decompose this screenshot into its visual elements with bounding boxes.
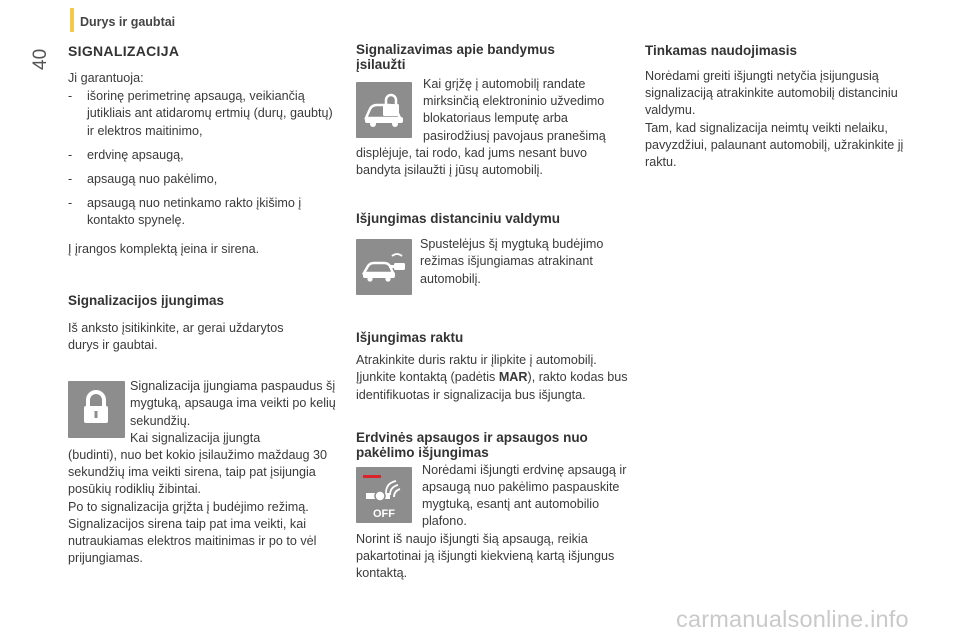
- guarantee-list: [68, 88, 340, 229]
- proper-use-heading: Tinkamas naudojimasis: [645, 43, 798, 58]
- volumetric-block: [356, 462, 628, 582]
- main-title: SIGNALIZACIJA: [68, 43, 180, 59]
- list-item: - išorinę perimetrinę apsaugą, veikiančią jutikliais ant atidaromų ertmių (durų, gaubtų) ir elektros maitinimo,: [68, 89, 333, 138]
- volumetric-text-2: Norint iš naujo išjungti šią apsaugą, reikia pakartotinai ją išjungti kiekvieną kartą išjungus kontaktą.: [356, 531, 615, 581]
- section-title: Durys ir gaubtai: [80, 15, 176, 29]
- tamper-heading: Signalizavimas apie bandymus įsilaužti: [356, 42, 555, 72]
- volumetric-heading: Erdvinės apsaugos ir apsaugos nuo pakėlimo išjungimas: [356, 429, 588, 460]
- list-item: - apsaugą nuo netinkamo rakto įkišimo į kontakto spynelę.: [68, 196, 302, 228]
- activation-heading: Signalizacijos įjungimas: [68, 292, 225, 308]
- column-1: [68, 42, 340, 567]
- column-2: [356, 42, 628, 582]
- remote-heading: Išjungimas distanciniu valdymu: [356, 211, 561, 227]
- remote-text: Spustelėjus šį mygtuką budėjimo režimas išjungiamas atrakinant automobilį.: [420, 237, 604, 286]
- page-number: 40: [30, 48, 51, 70]
- activation-text-2a: Kai signalizacija įjungta: [130, 430, 261, 445]
- kit-text: Į įrangos komplektą įeina ir sirena.: [68, 241, 260, 256]
- watermark: carmanualsonline.info: [676, 606, 909, 632]
- activation-intro: Iš anksto įsitikinkite, ar gerai uždarytos durys ir gaubtai.: [68, 320, 284, 353]
- list-item: - apsaugą nuo pakėlimo,: [68, 172, 218, 187]
- activation-text-2b: (budinti), nuo bet kokio įsilaužimo maždaug 30 sekundžių ima veikti sirena, taip pat įsijungia posūkių rodiklių žibintai.: [68, 448, 328, 497]
- padlock-icon: [68, 381, 125, 438]
- tamper-block: [356, 76, 628, 179]
- volumetric-sensor-off-icon: [356, 467, 412, 523]
- activation-text-1: Signalizacija įjungiama paspaudus šį mygtuką, apsauga ima veikti po kelių sekundžių.: [130, 379, 336, 428]
- volumetric-text-1: Norėdami išjungti erdvinę apsaugą ir apsaugą nuo pakėlimo paspauskite mygtuką, esantį ant automobilio plafono.: [422, 462, 627, 529]
- header-accent-bar: [70, 8, 74, 32]
- activation-block: [68, 378, 340, 567]
- tamper-text-2: displėjuje, tai rodo, kad jums nesant buvo bandyta įsilaužti į jūsų automobilį.: [356, 145, 588, 178]
- svg-text:OFF: OFF: [373, 507, 395, 520]
- proper-use-text-2: Tam, kad signalizacija neimtų veikti nelaiku, pavyzdžiui, palaunant automobilį, užrakinkite jį raktu.: [645, 120, 904, 170]
- car-alarm-lock-icon: [356, 82, 412, 138]
- activation-text-4: Signalizacijos sirena taip pat ima veikti, kai nutraukiamas elektros maitinimas ir po to vėl prijungiamas.: [68, 516, 317, 566]
- intro-text: Ji garantuoja:: [68, 71, 144, 85]
- proper-use-text-1: Norėdami greiti išjungti netyčia įsijungusią signalizaciją atrakinkite automobilį distanciniu valdymu.: [645, 69, 898, 118]
- list-item: - erdvinę apsaugą,: [68, 147, 184, 162]
- activation-text-3: Po to signalizacija grįžta į budėjimo režimą.: [68, 499, 309, 514]
- key-heading: Išjungimas raktu: [356, 330, 464, 346]
- remote-block: [356, 236, 628, 302]
- car-remote-unlock-icon: [356, 239, 412, 295]
- column-3: [645, 42, 920, 171]
- key-text: Atrakinkite duris raktu ir įlipkite į automobilį. Įjunkite kontaktą (padėtis MAR), rakto kodas bus identifikuotas ir signalizacija bus išjungta.: [356, 353, 628, 402]
- tamper-text-1: Kai grįžę į automobilį randate mirksinčią elektroninio užvedimo blokatoriaus lemputę arba pasirodžiusį pavojaus pranešimą: [423, 77, 606, 143]
